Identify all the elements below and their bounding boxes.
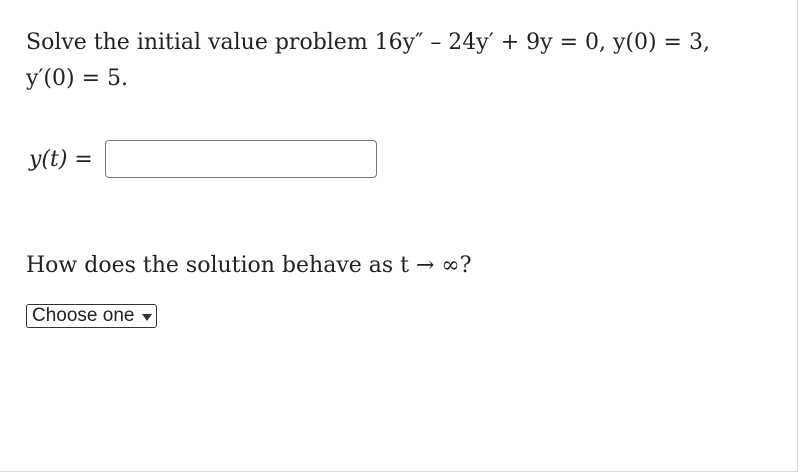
behavior-question: How does the solution behave as t → ∞? bbox=[26, 253, 472, 278]
problem-line-2: y′(0) = 5. bbox=[26, 66, 128, 91]
problem-statement bbox=[26, 25, 786, 97]
answer-input[interactable] bbox=[105, 140, 377, 178]
problem-line-1: Solve the initial value problem 16y″ – 24y′ + 9y = 0, y(0) = 3, bbox=[26, 30, 710, 55]
answer-row bbox=[29, 139, 377, 179]
behavior-select[interactable] bbox=[26, 304, 157, 328]
answer-label: y(t) = bbox=[29, 146, 93, 172]
dropdown-arrow-icon bbox=[142, 314, 152, 321]
behavior-select-value: Choose one bbox=[32, 305, 135, 326]
